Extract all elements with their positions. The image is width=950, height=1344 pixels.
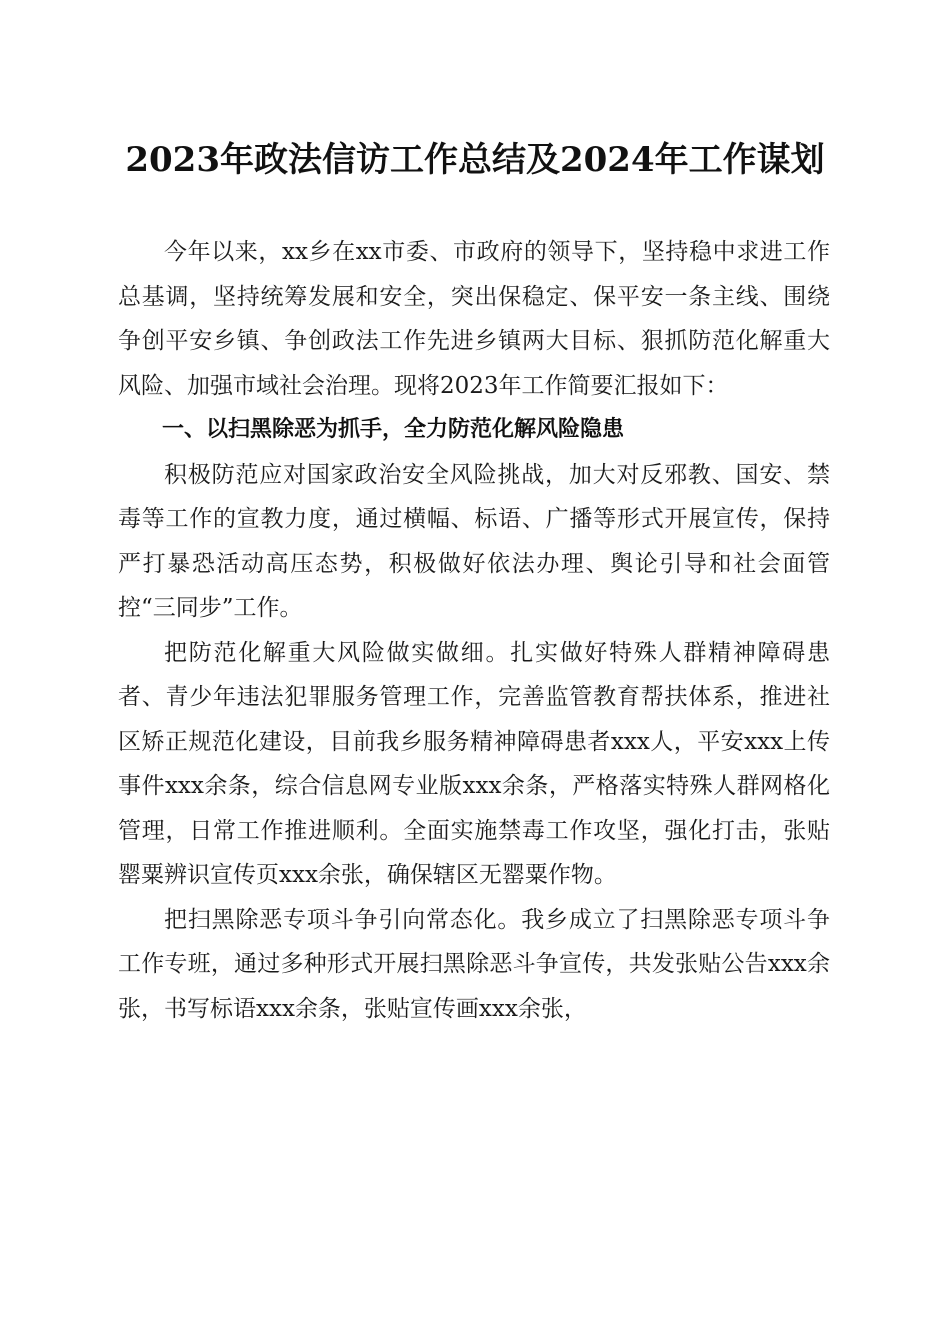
intro-paragraph: 今年以来，xx乡在xx市委、市政府的领导下，坚持稳中求进工作总基调，坚持统筹发展和安全，突出保稳定、保平安一条主线、围绕争创平安乡镇、争创政法工作先进乡镇两大目标、狠抓防范化解重大风险、加强市域社会治理。现将2023年工作简要汇报如下： [118, 239, 830, 399]
body-paragraph: 把扫黑除恶专项斗争引向常态化。我乡成立了扫黑除恶专项斗争工作专班，通过多种形式开展扫黑除恶斗争宣传，共发张贴公告xxx余张，书写标语xxx余条，张贴宣传画xxx余张， [118, 906, 830, 1022]
body-paragraph: 把防范化解重大风险做实做细。扎实做好特殊人群精神障碍患者、青少年违法犯罪服务管理工作，完善监管教育帮扶体系，推进社区矫正规范化建设，目前我乡服务精神障碍患者xxx人，平安xxx上传事件xxx余条，综合信息网专业版xxx余条，严格落实特殊人群网格化管理，日常工作推进顺利。全面实施禁毒工作攻坚，强化打击，张贴罂粟辨识宣传页xxx余张，确保辖区无罂粟作物。 [118, 639, 830, 888]
section-heading-1: 一、以扫黑除恶为抓手，全力防范化解风险隐患 [162, 417, 625, 442]
body-paragraph: 积极防范应对国家政治安全风险挑战，加大对反邪教、国安、禁毒等工作的宣教力度，通过横幅、标语、广播等形式开展宣传，保持严打暴恐活动高压态势，积极做好依法办理、舆论引导和社会面管控“三同步”工作。 [118, 461, 830, 621]
document-title: 2023年政法信访工作总结及2024年工作谋划 [125, 140, 825, 180]
document-body [118, 230, 830, 1031]
